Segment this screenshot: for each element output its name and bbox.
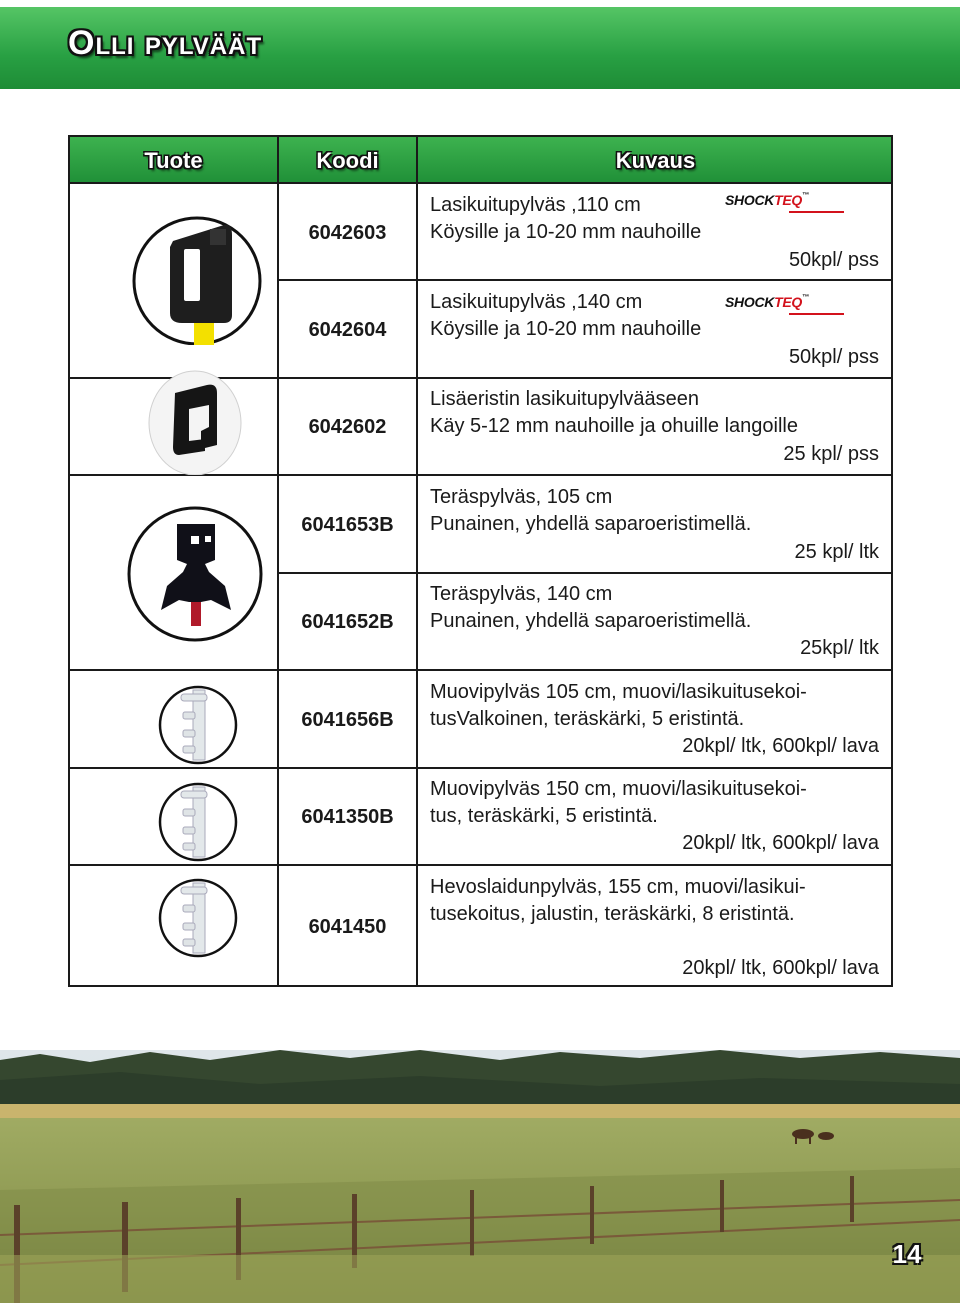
product-table (68, 135, 893, 987)
product-code: 6041652B (301, 611, 394, 633)
row-divider (70, 182, 891, 184)
description-line: Muovipylväs 150 cm, muovi/lasikuitusekoi- (430, 778, 807, 800)
insulator-round-thumb (120, 205, 270, 345)
description-line: Teräspylväs, 140 cm (430, 583, 613, 605)
description-line: Lasikuitupylväs ,110 cm (430, 194, 641, 216)
description-line: Punainen, yhdellä saparoeristimellä. (430, 513, 752, 535)
product-description (430, 581, 885, 635)
description-line: tusekoitus, jalustin, teräskärki, 8 eristintä. (430, 903, 795, 925)
product-description (430, 874, 885, 928)
product-description (430, 484, 885, 538)
description-line: Käy 5-12 mm nauhoille ja ohuille langoille (430, 415, 798, 437)
description-line: Muovipylväs 105 cm, muovi/lasikuitusekoi- (430, 681, 807, 703)
product-code: 6041656B (301, 709, 394, 731)
product-description (430, 776, 885, 830)
description-line: Punainen, yhdellä saparoeristimellä. (430, 610, 752, 632)
pack-size: 50kpl/ pss (788, 346, 879, 368)
product-code: 6041450 (308, 916, 387, 938)
description-line: tusValkoinen, teräskärki, 5 eristintä. (430, 708, 745, 730)
page-title: Olli pylväät (68, 24, 263, 62)
product-description (430, 386, 885, 440)
pack-size: 25 kpl/ pss (783, 443, 879, 465)
product-code: 6042602 (308, 416, 387, 438)
plastic-post-thumb (155, 875, 245, 965)
pack-size: 20kpl/ ltk, 600kpl/ lava (682, 735, 879, 757)
product-code: 6042604 (308, 319, 387, 341)
plastic-post-thumb (155, 779, 245, 869)
header-code: Koodi (316, 148, 379, 173)
steel-post-insulator-thumb (125, 482, 275, 672)
pack-size: 20kpl/ ltk, 600kpl/ lava (682, 957, 879, 979)
description-line: Hevoslaidunpylväs, 155 cm, muovi/lasikui- (430, 876, 806, 898)
plastic-post-thumb (155, 682, 245, 772)
row-divider (277, 279, 893, 281)
product-code: 6041653B (301, 514, 394, 536)
shockteq-logo: SHOCKTEQ™ (725, 294, 845, 314)
product-code: 6042603 (308, 222, 387, 244)
pack-size: 50kpl/ pss (788, 249, 879, 271)
description-line: tus, teräskärki, 5 eristintä. (430, 805, 658, 827)
pack-size: 25kpl/ ltk (800, 637, 879, 659)
header-product: Tuote (144, 148, 203, 173)
product-description (430, 679, 885, 733)
header-description: Kuvaus (615, 148, 696, 173)
page-number: 14 (892, 1239, 922, 1269)
description-line: Köysille ja 10-20 mm nauhoille (430, 318, 702, 340)
product-code: 6041350B (301, 806, 394, 828)
row-divider (277, 572, 893, 574)
description-line: Lasikuitupylväs ,140 cm (430, 291, 643, 313)
description-line: Köysille ja 10-20 mm nauhoille (430, 221, 702, 243)
table-header (70, 137, 891, 184)
column-divider (416, 137, 418, 985)
description-line: Lisäeristin lasikuitupylvääseen (430, 388, 700, 410)
description-line: Teräspylväs, 105 cm (430, 486, 613, 508)
column-divider (277, 137, 279, 985)
pack-size: 25 kpl/ ltk (794, 541, 879, 563)
insulator-clip-thumb (145, 365, 245, 475)
pack-size: 20kpl/ ltk, 600kpl/ lava (682, 832, 879, 854)
pasture-photo (0, 1050, 960, 1303)
shockteq-logo: SHOCKTEQ™ (725, 192, 845, 212)
